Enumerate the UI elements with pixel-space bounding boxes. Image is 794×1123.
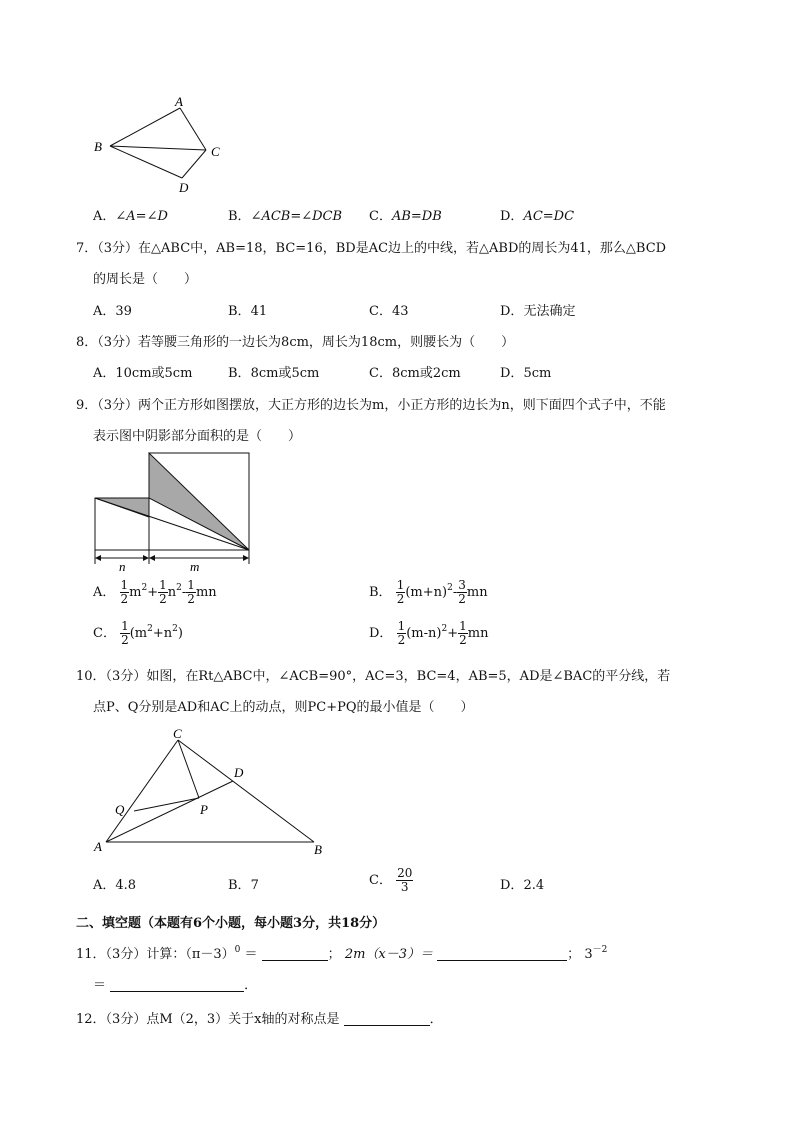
option-letter: C． <box>93 626 116 641</box>
q11-prefix: 11．（3分）计算：（π－3） <box>76 947 235 962</box>
answer-blank-4[interactable] <box>344 1011 430 1026</box>
label-n: n <box>119 559 126 574</box>
label-m: m <box>190 559 200 574</box>
option-letter: C． <box>369 873 392 888</box>
q11-exponent-0: 0 <box>234 945 241 955</box>
q7-stem-line1: 7．（3分）在△ABC中，AB=18，BC=16，BD是AC边上的中线，若△ABD的周长为41，那么△BCD <box>76 241 667 256</box>
option-text: 43 <box>391 304 409 319</box>
point-label-q: Q <box>115 802 125 817</box>
q11-separator: ； <box>327 947 341 962</box>
q9-stem-line1: 9．（3分）两个正方形如图摆放，大正方形的边长为m，小正方形的边长为n，则下面四个式子中，不能 <box>76 398 666 413</box>
point-label-p: P <box>200 802 208 817</box>
q9-stem-line2: 表示图中阴影部分面积的是（ ） <box>93 429 302 444</box>
option-letter: B． <box>228 366 251 381</box>
option-letter: D． <box>500 304 524 319</box>
q10-option-b[interactable] <box>228 874 259 893</box>
q7-option-c[interactable] <box>369 300 409 319</box>
option-letter: A． <box>93 878 116 893</box>
q11-equals: ＝ <box>244 947 258 962</box>
q12-stem: 12．（3分）点M（2，3）关于x轴的对称点是 <box>76 1012 340 1027</box>
q12-end: ． <box>429 1012 443 1027</box>
option-letter: A． <box>93 304 116 319</box>
option-text: 5cm <box>523 366 552 381</box>
q6-option-c[interactable] <box>369 205 442 224</box>
q8-stem: 8．（3分）若等腰三角形的一边长为8cm，周长为18cm，则腰长为（ ） <box>76 335 515 350</box>
option-text: 4.8 <box>115 878 137 893</box>
q10-option-d[interactable] <box>500 874 544 893</box>
option-text: ∠ACB=∠DCB <box>250 209 343 224</box>
q8-option-c[interactable] <box>369 362 461 381</box>
section-title: 二、填空题（本题有6个小题，每小题3分，共18分） <box>76 916 386 931</box>
q6-figure <box>88 94 228 198</box>
q11-line1 <box>76 943 607 962</box>
option-text: AC=DC <box>523 209 575 224</box>
option-letter: D． <box>500 878 524 893</box>
q7-option-a[interactable] <box>93 300 132 319</box>
q6-option-b[interactable] <box>228 205 342 224</box>
answer-blank-2[interactable] <box>437 946 567 961</box>
option-letter: B． <box>228 304 251 319</box>
option-letter: A． <box>93 209 116 224</box>
option-text: 8cm或5cm <box>250 366 320 381</box>
vertex-label-c: C <box>173 726 182 741</box>
option-letter: B． <box>369 585 392 600</box>
option-text: 2.4 <box>523 878 545 893</box>
option-text: 无法确定 <box>523 304 576 319</box>
q11-equals: ＝ <box>93 978 107 993</box>
vertex-label-a: A <box>175 94 183 109</box>
fraction: $\frac{1}{2}$ <box>121 619 129 647</box>
fraction: $\frac{1}{2}$ <box>397 619 406 647</box>
vertex-label-d: D <box>234 765 244 780</box>
fraction: $\frac{20}{3}$ <box>397 866 413 894</box>
q8-option-b[interactable] <box>228 362 319 381</box>
q10-option-c[interactable] <box>369 867 413 894</box>
q10-option-a[interactable] <box>93 874 136 893</box>
fraction: $\frac{1}{2}$ <box>396 578 405 606</box>
q9-option-d[interactable]: D． $\frac{1}{2}$ $(m-n)^2+$ $\frac{1}{2}$ mn <box>369 619 489 647</box>
vertex-label-c: C <box>211 144 220 159</box>
q11-separator: ； <box>567 947 581 962</box>
q6-option-a[interactable] <box>93 205 168 224</box>
fraction: $\frac{1}{2}$ <box>159 578 167 606</box>
q8-option-a[interactable] <box>93 362 192 381</box>
option-text: 10cm或5cm <box>115 366 193 381</box>
q7-stem-line2: 的周长是（ ） <box>93 272 198 287</box>
fraction: $\frac{1}{2}$ <box>120 578 129 606</box>
q10-stem-line2: 点P、Q分别是AD和AC上的动点，则PC+PQ的最小值是（ ） <box>93 700 474 715</box>
option-letter: A． <box>93 585 116 600</box>
q7-option-d[interactable] <box>500 300 575 319</box>
q12-line <box>76 1008 443 1027</box>
option-letter: B． <box>228 878 251 893</box>
option-text: AB=DB <box>391 209 442 224</box>
q11-end: ． <box>244 978 258 993</box>
option-text: 41 <box>250 304 268 319</box>
answer-blank-1[interactable] <box>262 946 328 961</box>
vertex-label-d: D <box>179 180 189 195</box>
vertex-label-a: A <box>94 839 102 854</box>
q10-figure <box>88 722 338 860</box>
option-text: 39 <box>115 304 132 319</box>
option-letter: D． <box>500 209 524 224</box>
vertex-label-b: B <box>314 842 322 857</box>
fraction: $\frac{3}{2}$ <box>458 578 466 606</box>
option-letter: D． <box>369 626 393 641</box>
option-letter: C． <box>369 209 392 224</box>
option-letter: D． <box>500 366 524 381</box>
option-text: ∠A=∠D <box>115 209 168 224</box>
q9-option-c[interactable]: C． $\frac{1}{2}$ $(m^2+n^2)$ <box>93 619 183 647</box>
option-text: 8cm或2cm <box>391 366 461 381</box>
option-letter: A． <box>93 366 116 381</box>
q7-option-b[interactable] <box>228 300 267 319</box>
fraction: $\frac{1}{2}$ <box>459 619 467 647</box>
option-letter: C． <box>369 366 392 381</box>
q11-base: 3 <box>584 947 593 962</box>
q11-line2 <box>93 974 257 993</box>
answer-blank-3[interactable] <box>110 977 244 992</box>
option-letter: B． <box>228 209 251 224</box>
q11-exponent: －2 <box>592 945 608 955</box>
q9-option-b[interactable]: B． $\frac{1}{2}$ $(m+n)^2-$ $\frac{3}{2}$ mn <box>369 578 488 606</box>
q10-stem-line1: 10．（3分）如图，在Rt△ABC中，∠ACB=90°，AC=3，BC=4，AB=5，AD是∠BAC的平分线，若 <box>76 669 671 684</box>
option-letter: C． <box>369 304 392 319</box>
q8-option-d[interactable] <box>500 362 551 381</box>
q6-option-d[interactable] <box>500 205 574 224</box>
q9-figure <box>90 450 256 575</box>
q9-option-a[interactable]: A． $\frac{1}{2}$ $m^2+$ $\frac{1}{2}$ $n^2-$ $\frac{1}{2}$ mn <box>93 578 217 606</box>
fraction: $\frac{1}{2}$ <box>187 578 195 606</box>
vertex-label-b: B <box>94 139 102 154</box>
option-text: 7 <box>250 878 259 893</box>
q11-expression: 2m（x－3）＝ <box>344 947 434 962</box>
